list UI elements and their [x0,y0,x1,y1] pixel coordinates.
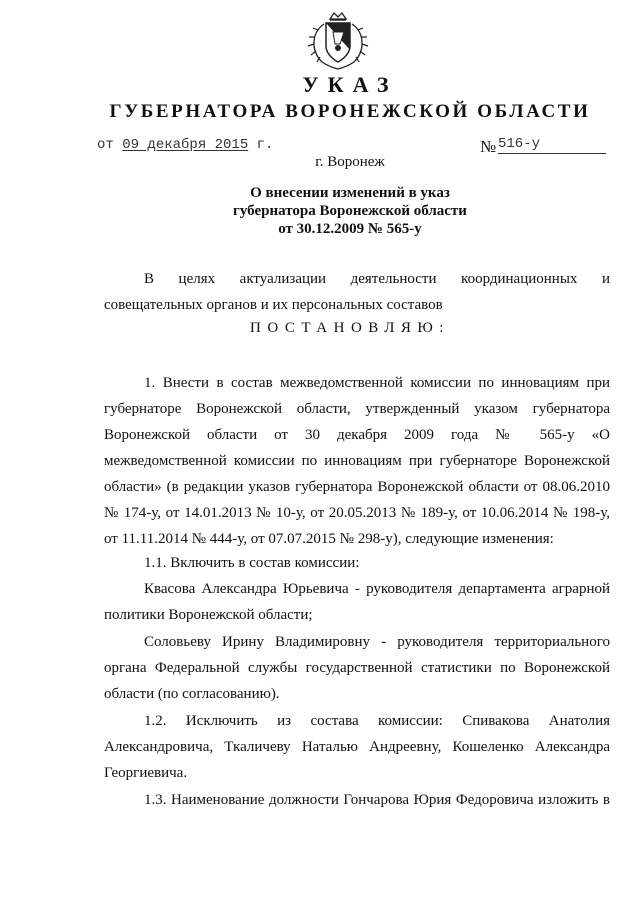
kvasov-line: Квасова Александра Юрьевича - руководителя департамента аграрной [144,581,610,597]
kvasov-entry [104,576,610,628]
item-1-1 [104,550,610,576]
kvasov-line: политики Воронежской области; [104,607,313,623]
item-1-1-line: 1.1. Включить в состав комиссии: [144,555,360,571]
item-1-3-line: 1.3. Наименование должности Гончарова Юрия Федоровича изложить в [144,792,610,808]
item-1-2 [104,708,610,786]
preamble [104,266,610,318]
item-1-line: № 174-у, от 14.01.2013 № 10-у, от 20.05.2013 № 189-у, от 10.06.2014 № 198-у, [104,505,610,521]
item-1-line: губернаторе Воронежской области, утвержденный указом губернатора [104,401,610,417]
decree-issuer: ГУБЕРНАТОРА ВОРОНЕЖСКОЙ ОБЛАСТИ [109,101,591,122]
item-1-3 [104,787,610,813]
solovyeva-line: области (по согласованию). [104,686,280,702]
item-1-line: Воронежской области от 30 декабря 2009 года № 565-у «О [104,427,610,443]
item-1-2-line: Александровича, Ткаличеву Наталью Андреевну, Кошеленко Александра [104,739,610,755]
decree-subject [0,184,640,238]
item-1-line: 1. Внести в состав межведомственной комиссии по инновациям при [144,375,610,391]
subject-line: губернатора Воронежской области [233,203,467,219]
item-1 [104,370,610,552]
date-value: 09 декабря 2015 [122,137,249,153]
item-1-line: от 11.11.2014 № 444-у, от 07.07.2015 № 298-у), следующие изменения: [104,531,554,547]
solovyeva-entry [104,629,610,707]
preamble-line: В целях актуализации деятельности координационных и [144,271,610,287]
date-suffix: г. [256,137,274,153]
item-1-line: межведомственной комиссии по инновациям при губернаторе Воронежской [104,453,610,469]
number-sign: № [480,137,497,156]
decree-number: 516-у [498,136,606,154]
voronezh-coat-of-arms-icon [304,10,372,72]
solovyeva-line: органа Федеральной службы государственной статистики по Воронежской [104,660,610,676]
subject-line: от 30.12.2009 № 565-у [278,221,422,237]
date-prefix: от [97,137,114,153]
item-1-line: области» (в редакции указов губернатора Воронежской области от 08.06.2010 [104,479,610,495]
decree-title: УКАЗ [302,72,398,97]
city: г. Воронеж [315,154,385,170]
subject-line: О внесении изменений в указ [250,185,450,201]
decree-date [97,137,273,153]
preamble-line: совещательных органов и их персональных составов [104,297,443,313]
solovyeva-line: Соловьеву Ирину Владимировну - руководителя территориального [144,634,610,650]
item-1-2-line: Георгиевича. [104,765,188,781]
decree-word: ПОСТАНОВЛЯЮ: [250,320,450,336]
item-1-2-line: 1.2. Исключить из состава комиссии: Спивакова Анатолия [144,713,610,729]
